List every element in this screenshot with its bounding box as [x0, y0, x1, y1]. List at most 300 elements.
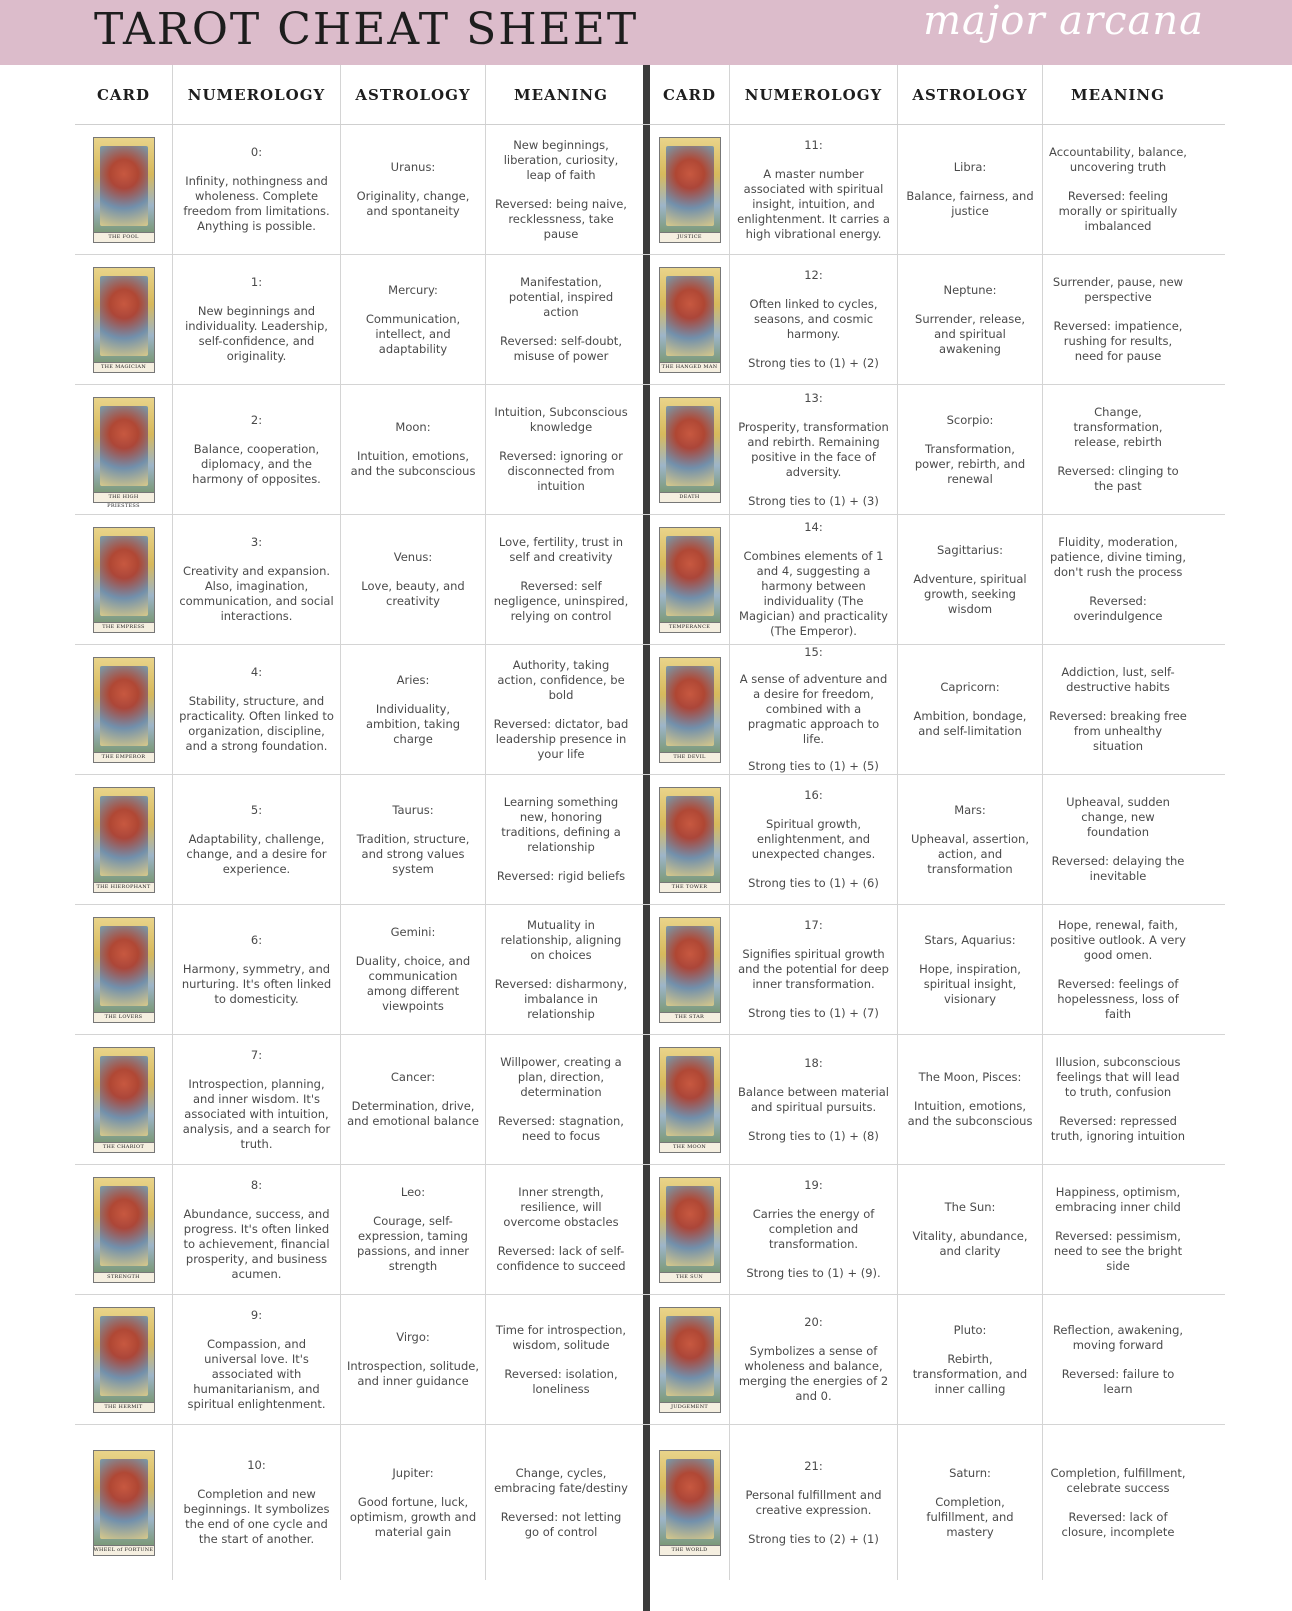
astrology-cell-text: Determination, drive, and emotional balance: [347, 1099, 479, 1128]
meaning-cell: [1043, 645, 1193, 774]
card-name-label: THE HANGED MAN: [660, 362, 720, 372]
card-illustration: [100, 1316, 148, 1396]
table-row: [75, 255, 650, 385]
astrology-cell-text: Libra:: [953, 160, 987, 174]
card-cell: [75, 385, 173, 514]
tarot-card-image: [659, 1047, 721, 1153]
tarot-card-image: [659, 397, 721, 503]
card-illustration: [666, 146, 714, 226]
card-name-label: THE EMPEROR: [94, 752, 154, 762]
astrology-cell-text: Stars, Aquarius:: [924, 932, 1016, 947]
meaning-cell-text: Change, cycles, embracing fate/destiny: [494, 1465, 628, 1495]
card-illustration: [666, 1316, 714, 1396]
numerology-cell-text: 20:: [804, 1315, 823, 1329]
astrology-cell-text: Venus:: [393, 550, 433, 564]
astrology-cell-text: Neptune:: [943, 282, 997, 297]
table-row: [650, 1165, 1225, 1295]
meaning-cell-text: Willpower, creating a plan, direction, determination: [500, 1055, 622, 1099]
card-cell: [75, 1165, 173, 1294]
numerology-cell-text: Introspection, planning, and inner wisdom. It's associated with intuition, analysis, and a search for truth.: [182, 1076, 331, 1151]
table-row: [75, 1035, 650, 1165]
astrology-cell-text: Transformation, power, rebirth, and renewal: [914, 441, 1026, 486]
card-illustration: [100, 666, 148, 746]
astrology-cell-text: Taurus:: [392, 802, 434, 817]
numerology-cell: [173, 515, 341, 644]
numerology-cell: [730, 1295, 898, 1424]
numerology-cell-text: Often linked to cycles, seasons, and cosmic harmony.: [749, 297, 878, 341]
meaning-cell: [1043, 515, 1193, 644]
astrology-cell-text: Scorpio:: [946, 412, 994, 427]
astrology-cell: [341, 1425, 486, 1580]
card-illustration: [100, 276, 148, 356]
card-name-label: THE FOOL: [94, 232, 154, 242]
tarot-card-image: [93, 1307, 155, 1413]
meaning-cell: [1043, 255, 1193, 384]
tarot-card-image: [93, 1177, 155, 1283]
col-header-numerology: NUMEROLOGY: [730, 65, 898, 124]
astrology-cell-text: Individuality, ambition, taking charge: [365, 701, 461, 746]
table-row: [75, 385, 650, 515]
astrology-cell: [341, 645, 486, 774]
numerology-cell: [173, 255, 341, 384]
numerology-cell-text: 0:: [250, 145, 263, 159]
card-cell: [650, 775, 730, 904]
card-illustration: [100, 1186, 148, 1266]
astrology-cell: [341, 905, 486, 1034]
card-illustration: [100, 146, 148, 226]
numerology-cell: [730, 645, 898, 774]
numerology-cell-text: Creativity and expansion. Also, imagination, communication, and social interactions.: [179, 564, 334, 623]
astrology-cell-text: Tradition, structure, and strong values system: [356, 831, 470, 876]
meaning-cell-text: New beginnings, liberation, curiosity, leap of faith: [503, 137, 619, 182]
astrology-cell: [341, 1035, 486, 1164]
numerology-cell-text: A master number associated with spiritual insight, intuition, and enlightenment. It carries a high vibrational energy.: [737, 166, 890, 241]
meaning-cell-text: Reversed: overindulgence: [1073, 594, 1163, 623]
tarot-card-image: [659, 657, 721, 763]
right-table: [650, 65, 1225, 1580]
table-row: [75, 645, 650, 775]
astrology-cell-text: Saturn:: [949, 1465, 991, 1480]
numerology-cell-text: Carries the energy of completion and transformation.: [752, 1207, 875, 1251]
meaning-cell: [486, 1165, 636, 1294]
card-name-label: THE SUN: [660, 1272, 720, 1282]
astrology-cell-text: Hope, inspiration, spiritual insight, visionary: [919, 961, 1021, 1006]
meaning-cell-text: Reversed: delaying the inevitable: [1051, 854, 1185, 883]
astrology-cell-text: Intuition, emotions, and the subconscious: [350, 449, 476, 478]
astrology-cell: [898, 905, 1043, 1034]
numerology-cell-text: 11:: [804, 137, 823, 152]
numerology-cell: [173, 1165, 341, 1294]
card-name-label: THE HIEROPHANT: [94, 882, 154, 892]
numerology-cell-text: 6:: [250, 932, 263, 947]
meaning-cell-text: Reversed: stagnation, need to focus: [498, 1114, 624, 1143]
meaning-cell: [486, 385, 636, 514]
numerology-cell-text: Adaptability, challenge, change, and a desire for experience.: [186, 831, 327, 876]
card-name-label: TEMPERANCE: [660, 622, 720, 632]
meaning-cell-text: Addiction, lust, self-destructive habits: [1061, 665, 1175, 694]
numerology-cell-text: Spiritual growth, enlightenment, and unexpected changes.: [751, 817, 876, 861]
card-cell: [650, 905, 730, 1034]
meaning-cell-text: Reversed: isolation, loneliness: [504, 1366, 618, 1396]
numerology-cell: [730, 775, 898, 904]
card-cell: [650, 515, 730, 644]
tarot-card-image: [93, 1047, 155, 1153]
numerology-cell-text: 10:: [247, 1458, 266, 1472]
numerology-cell: [730, 905, 898, 1034]
meaning-cell-text: Upheaval, sudden change, new foundation: [1066, 795, 1170, 839]
card-cell: [650, 645, 730, 774]
table-row: [650, 1035, 1225, 1165]
card-name-label: THE HIGH PRIESTESS: [94, 492, 154, 502]
astrology-cell-text: Courage, self-expression, taming passions, and inner strength: [356, 1214, 470, 1273]
astrology-cell-text: Vitality, abundance, and clarity: [912, 1229, 1028, 1258]
tarot-card-image: [659, 1177, 721, 1283]
numerology-cell: [730, 1035, 898, 1164]
table-row: [75, 905, 650, 1035]
astrology-cell: [898, 1295, 1043, 1424]
meaning-cell-text: Reversed: self negligence, uninspired, relying on control: [493, 579, 629, 623]
table-row: [75, 125, 650, 255]
numerology-cell: [173, 775, 341, 904]
col-header-numerology: NUMEROLOGY: [173, 65, 341, 124]
meaning-cell-text: Reversed: not letting go of control: [500, 1509, 622, 1539]
numerology-cell-text: Completion and new beginnings. It symbolizes the end of one cycle and the start of another.: [183, 1487, 330, 1546]
meaning-cell: [1043, 1295, 1193, 1424]
numerology-cell-text: Signifies spiritual growth and the potential for deep inner transformation.: [738, 947, 889, 991]
meaning-cell-text: Reflection, awakening, moving forward: [1052, 1322, 1184, 1352]
card-illustration: [666, 536, 714, 616]
numerology-cell-text: Infinity, nothingness and wholeness. Complete freedom from limitations. Anything is possible.: [183, 174, 330, 233]
meaning-cell-text: Reversed: impatience, rushing for results, need for pause: [1053, 319, 1183, 363]
astrology-cell: [898, 255, 1043, 384]
tarot-card-image: [659, 787, 721, 893]
numerology-cell: [173, 905, 341, 1034]
tarot-card-image: [93, 267, 155, 373]
astrology-cell-text: Love, beauty, and creativity: [361, 579, 465, 608]
numerology-cell-text: Prosperity, transformation and rebirth. Remaining positive in the face of adversity.: [738, 419, 889, 479]
tarot-card-image: [93, 397, 155, 509]
card-cell: [650, 1035, 730, 1164]
card-name-label: THE DEVIL: [660, 752, 720, 762]
card-cell: [650, 385, 730, 514]
meaning-cell: [1043, 775, 1193, 904]
page-subtitle: major arcana: [923, 0, 1204, 44]
card-illustration: [100, 536, 148, 616]
meaning-cell-text: Happiness, optimism, embracing inner child: [1055, 1185, 1181, 1214]
numerology-cell-text: 15:: [804, 645, 823, 659]
table-row: [650, 515, 1225, 645]
card-cell: [650, 1165, 730, 1294]
numerology-cell: [730, 1165, 898, 1294]
astrology-cell-text: Intuition, emotions, and the subconscious: [907, 1099, 1033, 1128]
astrology-cell-text: Jupiter:: [392, 1465, 434, 1480]
table-row: [75, 1165, 650, 1295]
card-illustration: [100, 1459, 148, 1539]
numerology-cell-text: 8:: [250, 1177, 263, 1192]
tarot-card-image: [659, 1450, 721, 1556]
numerology-cell: [730, 515, 898, 644]
tarot-card-image: [93, 527, 155, 633]
numerology-cell-text: 7:: [250, 1047, 263, 1062]
meaning-cell-text: Reversed: repressed truth, ignoring intuition: [1050, 1114, 1186, 1143]
astrology-cell: [341, 1295, 486, 1424]
meaning-cell-text: Love, fertility, trust in self and creativity: [498, 535, 624, 564]
numerology-cell-text: Symbolizes a sense of wholeness and balance, merging the energies of 2 and 0.: [738, 1344, 889, 1403]
meaning-cell-text: Reversed: breaking free from unhealthy situation: [1049, 709, 1187, 753]
meaning-cell-text: Reversed: clinging to the past: [1057, 464, 1179, 493]
card-name-label: THE LOVERS: [94, 1012, 154, 1022]
card-name-label: THE MOON: [660, 1142, 720, 1152]
meaning-cell-text: Time for introspection, wisdom, solitude: [495, 1322, 627, 1352]
meaning-cell-text: Mutuality in relationship, aligning on choices: [500, 917, 622, 962]
numerology-cell-text: 4:: [250, 665, 263, 679]
astrology-cell-text: Moon:: [395, 420, 431, 434]
astrology-cell-text: Upheaval, assertion, action, and transformation: [910, 831, 1029, 876]
card-illustration: [666, 666, 714, 746]
meaning-cell: [1043, 905, 1193, 1034]
tarot-card-image: [93, 137, 155, 243]
numerology-cell-text: 5:: [250, 802, 263, 817]
meaning-cell: [486, 1425, 636, 1580]
astrology-cell: [898, 125, 1043, 254]
meaning-cell: [486, 1295, 636, 1424]
astrology-cell-text: Completion, fulfillment, and mastery: [926, 1494, 1014, 1539]
tarot-card-image: [659, 1307, 721, 1413]
numerology-cell: [173, 645, 341, 774]
table-header: [75, 65, 650, 125]
astrology-cell-text: Duality, choice, and communication among different viewpoints: [355, 954, 471, 1013]
numerology-cell-text: Strong ties to (1) + (2): [748, 356, 879, 370]
meaning-cell-text: Illusion, subconscious feelings that will lead to truth, confusion: [1055, 1055, 1181, 1099]
card-cell: [75, 515, 173, 644]
table-row: [75, 1295, 650, 1425]
numerology-cell-text: Strong ties to (1) + (5): [748, 759, 879, 773]
table-row: [650, 1295, 1225, 1425]
numerology-cell-text: Compassion, and universal love. It's associated with humanitarianism, and spiritual enlightenment.: [187, 1336, 326, 1411]
meaning-cell: [486, 255, 636, 384]
meaning-cell-text: Learning something new, honoring traditions, defining a relationship: [501, 795, 621, 854]
meaning-cell: [486, 905, 636, 1034]
astrology-cell-text: The Sun:: [944, 1200, 996, 1214]
astrology-cell: [341, 775, 486, 904]
numerology-cell-text: Strong ties to (1) + (6): [748, 876, 879, 890]
numerology-cell-text: Strong ties to (1) + (8): [748, 1128, 879, 1143]
tarot-card-image: [93, 1450, 155, 1556]
card-illustration: [666, 406, 714, 486]
meaning-cell: [486, 1035, 636, 1164]
header-banner: [0, 0, 1292, 65]
astrology-cell-text: Leo:: [400, 1185, 426, 1199]
numerology-cell-text: 12:: [804, 268, 823, 282]
card-name-label: THE HERMIT: [94, 1402, 154, 1412]
tarot-card-image: [93, 917, 155, 1023]
card-cell: [650, 1425, 730, 1580]
card-cell: [650, 1295, 730, 1424]
card-name-label: JUDGEMENT: [660, 1402, 720, 1412]
card-illustration: [666, 276, 714, 356]
col-header-astrology: ASTROLOGY: [898, 65, 1043, 124]
astrology-cell-text: Capricorn:: [940, 680, 1000, 694]
numerology-cell-text: Abundance, success, and progress. It's often linked to achievement, financial prosperity, and business acumen.: [183, 1206, 330, 1281]
astrology-cell-text: Introspection, solitude, and inner guidance: [347, 1359, 479, 1388]
card-illustration: [666, 926, 714, 1006]
numerology-cell: [173, 1035, 341, 1164]
numerology-cell: [730, 385, 898, 514]
astrology-cell: [341, 1165, 486, 1294]
astrology-cell-text: Good fortune, luck, optimism, growth and material gain: [349, 1494, 477, 1539]
meaning-cell-text: Reversed: failure to learn: [1061, 1366, 1175, 1396]
card-illustration: [666, 1459, 714, 1539]
astrology-cell-text: Mars:: [954, 802, 986, 817]
table-row: [650, 255, 1225, 385]
numerology-cell-text: 13:: [804, 390, 823, 405]
numerology-cell-text: 14:: [804, 520, 823, 534]
meaning-cell-text: Intuition, Subconscious knowledge: [494, 405, 628, 434]
meaning-cell-text: Reversed: pessimism, need to see the bright side: [1053, 1229, 1183, 1273]
card-illustration: [666, 1186, 714, 1266]
numerology-cell: [730, 255, 898, 384]
numerology-cell-text: 21:: [804, 1458, 823, 1473]
meaning-cell-text: Reversed: feelings of hopelessness, loss of faith: [1057, 976, 1179, 1021]
meaning-cell: [1043, 1425, 1193, 1580]
astrology-cell-text: Ambition, bondage, and self-limitation: [913, 709, 1027, 738]
meaning-cell-text: Completion, fulfillment, celebrate success: [1050, 1465, 1186, 1495]
meaning-cell-text: Reversed: self-doubt, misuse of power: [500, 334, 622, 363]
meaning-cell: [1043, 1165, 1193, 1294]
meaning-cell: [1043, 385, 1193, 514]
numerology-cell-text: Combines elements of 1 and 4, suggesting a harmony between individuality (The Magician) and practicality (The Emperor).: [739, 549, 888, 638]
table-row: [650, 1425, 1225, 1580]
astrology-cell: [341, 255, 486, 384]
astrology-cell-text: Pluto:: [953, 1322, 987, 1337]
card-illustration: [100, 1056, 148, 1136]
col-header-meaning: MEANING: [514, 85, 608, 104]
card-name-label: DEATH: [660, 492, 720, 502]
numerology-cell-text: 17:: [804, 918, 823, 932]
meaning-cell-text: Reversed: lack of self-confidence to succeed: [496, 1244, 626, 1273]
card-illustration: [666, 796, 714, 876]
numerology-cell-text: 16:: [804, 788, 823, 802]
card-name-label: THE CHARIOT: [94, 1142, 154, 1152]
tarot-card-image: [659, 137, 721, 243]
card-illustration: [100, 796, 148, 876]
numerology-cell-text: Stability, structure, and practicality. Often linked to organization, discipline, and a strong foundation.: [179, 694, 334, 753]
numerology-cell-text: 18:: [804, 1055, 823, 1070]
meaning-cell: [1043, 125, 1193, 254]
astrology-cell: [898, 1425, 1043, 1580]
meaning-cell-text: Manifestation, potential, inspired action: [508, 275, 614, 319]
astrology-cell-text: Rebirth, transformation, and inner calling: [912, 1351, 1028, 1396]
astrology-cell: [341, 515, 486, 644]
numerology-cell-text: 1:: [250, 275, 263, 289]
astrology-cell: [898, 645, 1043, 774]
numerology-cell-text: 2:: [250, 412, 263, 427]
meaning-cell-text: Reversed: rigid beliefs: [496, 869, 626, 883]
meaning-cell-text: Reversed: disharmony, imbalance in relationship: [494, 976, 628, 1021]
card-name-label: THE WORLD: [660, 1545, 720, 1555]
numerology-cell: [173, 385, 341, 514]
meaning-cell-text: Inner strength, resilience, will overcome obstacles: [503, 1185, 619, 1229]
astrology-cell: [898, 1165, 1043, 1294]
meaning-cell: [486, 515, 636, 644]
astrology-cell: [898, 1035, 1043, 1164]
meaning-cell: [486, 645, 636, 774]
col-header-astrology: ASTROLOGY: [341, 65, 486, 124]
astrology-cell-text: The Moon, Pisces:: [918, 1070, 1022, 1084]
card-illustration: [100, 406, 148, 486]
astrology-cell-text: Mercury:: [388, 282, 438, 297]
numerology-cell: [173, 125, 341, 254]
numerology-cell: [730, 1425, 898, 1580]
table-row: [650, 125, 1225, 255]
meaning-cell-text: Hope, renewal, faith, positive outlook. A very good omen.: [1050, 917, 1186, 962]
astrology-cell-text: Communication, intellect, and adaptability: [365, 311, 461, 356]
astrology-cell-text: Gemini:: [390, 925, 436, 939]
numerology-cell: [730, 125, 898, 254]
card-name-label: JUSTICE: [660, 232, 720, 242]
card-name-label: STRENGTH: [94, 1272, 154, 1282]
meaning-cell: [486, 775, 636, 904]
tarot-card-image: [659, 267, 721, 373]
astrology-cell: [898, 775, 1043, 904]
col-header-card: CARD: [75, 65, 173, 124]
astrology-cell-text: Balance, fairness, and justice: [906, 189, 1034, 218]
card-cell: [650, 255, 730, 384]
astrology-cell-text: Aries:: [396, 672, 430, 687]
card-illustration: [666, 1056, 714, 1136]
numerology-cell-text: Strong ties to (1) + (9).: [746, 1266, 881, 1280]
numerology-cell-text: Strong ties to (1) + (3): [748, 493, 879, 508]
meaning-cell-text: Reversed: dictator, bad leadership presence in your life: [493, 716, 629, 761]
left-table: [75, 65, 650, 1580]
astrology-cell-text: Surrender, release, and spiritual awakening: [915, 311, 1025, 356]
numerology-cell-text: 3:: [250, 535, 263, 549]
astrology-cell: [341, 125, 486, 254]
table-row: [650, 905, 1225, 1035]
card-illustration: [100, 926, 148, 1006]
card-cell: [650, 125, 730, 254]
card-cell: [75, 905, 173, 1034]
card-cell: [75, 1295, 173, 1424]
numerology-cell-text: Strong ties to (1) + (7): [748, 1006, 879, 1020]
astrology-cell-text: Sagittarius:: [937, 542, 1003, 557]
numerology-cell-text: Strong ties to (2) + (1): [748, 1531, 879, 1546]
table-row: [650, 385, 1225, 515]
astrology-cell: [898, 515, 1043, 644]
tarot-card-image: [93, 787, 155, 893]
card-cell: [75, 1425, 173, 1580]
numerology-cell-text: 9:: [250, 1307, 263, 1322]
astrology-cell-text: Originality, change, and spontaneity: [356, 189, 470, 218]
meaning-cell-text: Accountability, balance, uncovering truth: [1049, 145, 1187, 174]
card-name-label: THE MAGICIAN: [94, 362, 154, 372]
numerology-cell: [173, 1295, 341, 1424]
numerology-cell-text: Personal fulfillment and creative expression.: [745, 1487, 882, 1517]
table-row: [650, 645, 1225, 775]
card-name-label: THE EMPRESS: [94, 622, 154, 632]
meaning-cell-text: Reversed: being naive, recklessness, take pause: [495, 196, 627, 241]
table-header: [650, 65, 1225, 125]
page-title: TAROT CHEAT SHEET: [94, 4, 639, 55]
numerology-cell-text: 19:: [804, 1178, 823, 1192]
card-cell: [75, 775, 173, 904]
table-row: [75, 775, 650, 905]
numerology-cell-text: Balance, cooperation, diplomacy, and the harmony of opposites.: [192, 441, 321, 486]
astrology-cell-text: Uranus:: [390, 160, 436, 174]
meaning-cell: [486, 125, 636, 254]
card-cell: [75, 125, 173, 254]
card-name-label: THE STAR: [660, 1012, 720, 1022]
